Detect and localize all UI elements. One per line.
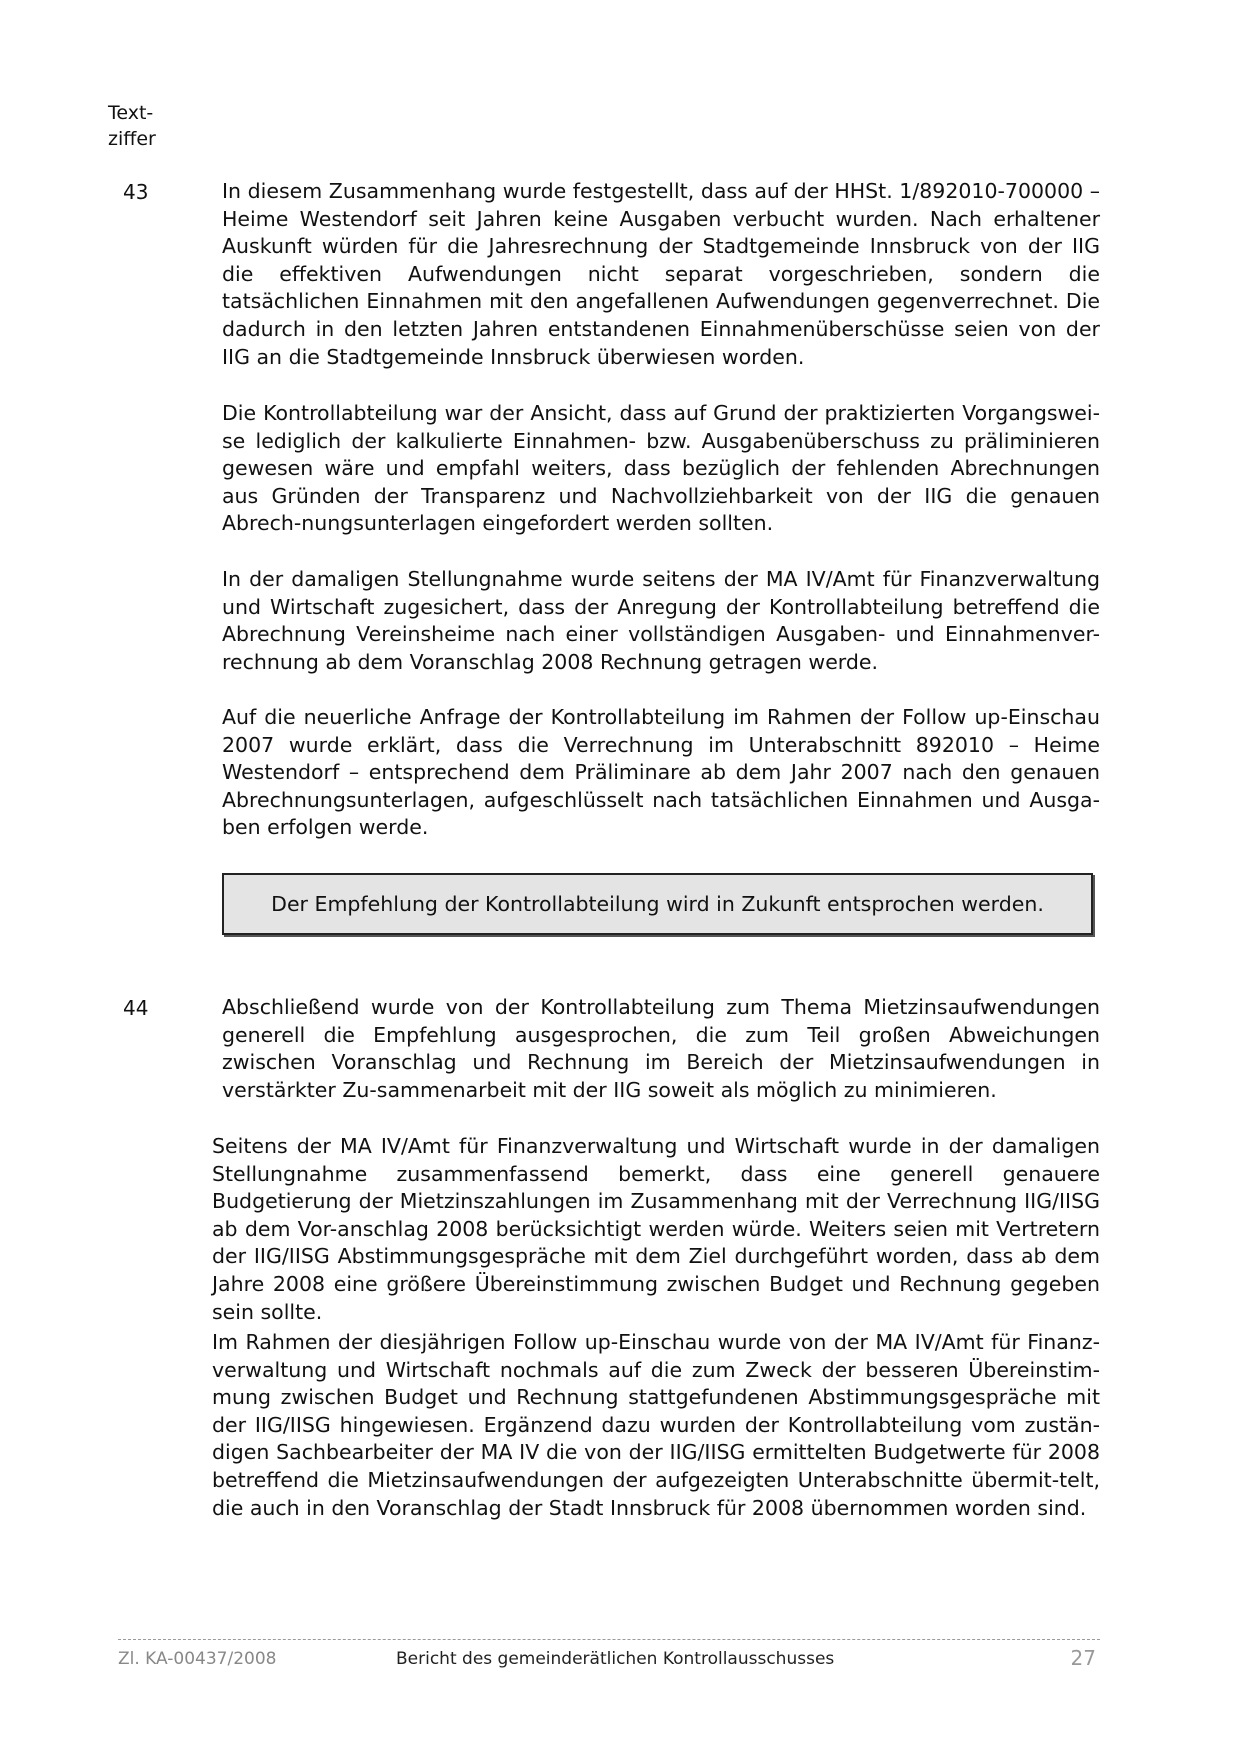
recommendation-text: Der Empfehlung der Kontrollabteilung wird in Zukunft entsprochen werden. xyxy=(271,892,1044,916)
recommendation-box xyxy=(222,873,1093,935)
paragraph-44-3: Im Rahmen der diesjährigen Follow up-Einschau wurde von der MA IV/Amt für Finanz-verwaltung und Wirtschaft nochmals auf die zum Zweck der besseren Übereinstim-mung zwischen Budget und Rechnung stattgefundenen Abstimmungsgespräche mit der IIG/IISG hingewiesen. Ergänzend dazu wurden der Kontrollabteilung vom zustän-digen Sachbearbeiter der MA IV die von der IIG/IISG ermittelten Budgetwerte für 2008 betreffend die Mietzinsaufwendungen der aufgezeigten Unterabschnitte übermit-telt, die auch in den Voranschlag der Stadt Innsbruck für 2008 übernommen worden sind. xyxy=(212,1330,1100,1520)
footer-divider xyxy=(118,1639,1100,1640)
paragraph-43-4: Auf die neuerliche Anfrage der Kontrollabteilung im Rahmen der Follow up-Einschau 2007 wurde erklärt, dass die Verrechnung im Unterabschnitt 892010 – Heime Westendorf – entsprechend dem Präliminare ab dem Jahr 2007 nach den genauen Abrechnungsunterlagen, aufgeschlüsselt nach tatsächlichen Einnahmen und Ausga-ben erfolgen werde. xyxy=(222,705,1100,840)
paragraph-43-3: In der damaligen Stellungnahme wurde seitens der MA IV/Amt für Finanzverwaltung und Wirtschaft zugesichert, dass der Anregung der Kontrollabteilung betreffend die Abrechnung Vereinsheime nach einer vollständigen Ausgaben- und Einnahmenver-rechnung ab dem Voranschlag 2008 Rechnung getragen werde. xyxy=(222,567,1100,674)
paragraph-43-1: In diesem Zusammenhang wurde festgestellt, dass auf der HHSt. 1/892010-700000 – Heime Westendorf seit Jahren keine Ausgaben verbucht wurden. Nach erhaltener Auskunft würden für die Jahresrechnung der Stadtgemeinde Innsbruck von der IIG die effektiven Aufwendungen nicht separat vorgeschrieben, sondern die tatsächlichen Einnahmen mit den angefallenen Aufwendungen gegenverrechnet. Die dadurch in den letzten Jahren entstandenen Einnahmenüberschüsse seien von der IIG an die Stadtgemeinde Innsbruck überwiesen worden. xyxy=(222,179,1100,369)
page-number: 27 xyxy=(1070,1646,1096,1670)
section-number-44: 44 xyxy=(123,996,149,1020)
margin-label: Text- ziffer xyxy=(108,102,156,150)
paragraph-43-2: Die Kontrollabteilung war der Ansicht, dass auf Grund der praktizierten Vorgangswei-se lediglich der kalkulierte Einnahmen- bzw. Ausgabenüberschuss zu präliminieren gewesen wäre und empfahl weiters, dass bezüglich der fehlenden Abrechnungen aus Gründen der Transparenz und Nachvollziehbarkeit von der IIG die genauen Abrech-nungsunterlagen eingefordert werden sollten. xyxy=(222,401,1100,536)
paragraph-44-2: Seitens der MA IV/Amt für Finanzverwaltung und Wirtschaft wurde in der damaligen Stellungnahme zusammenfassend bemerkt, dass eine generell genauere Budgetierung der Mietzinszahlungen im Zusammenhang mit der Verrechnung IIG/IISG ab dem Vor-anschlag 2008 berücksichtigt werden würde. Weiters seien mit Vertretern der IIG/IISG Abstimmungsgespräche mit dem Ziel durchgeführt worden, dass ab dem Jahre 2008 eine größere Übereinstimmung zwischen Budget und Rechnung gegeben sein sollte. xyxy=(212,1134,1100,1324)
footer-title: Bericht des gemeinderätlichen Kontrollausschusses xyxy=(396,1649,835,1669)
footer-reference: Zl. KA-00437/2008 xyxy=(118,1649,277,1669)
paragraph-44-1: Abschließend wurde von der Kontrollabteilung zum Thema Mietzinsaufwendungen generell die Empfehlung ausgesprochen, die zum Teil großen Abweichungen zwischen Voranschlag und Rechnung im Bereich der Mietzinsaufwendungen in verstärkter Zu-sammenarbeit mit der IIG soweit als möglich zu minimieren. xyxy=(222,995,1100,1102)
section-number-43: 43 xyxy=(123,180,149,204)
